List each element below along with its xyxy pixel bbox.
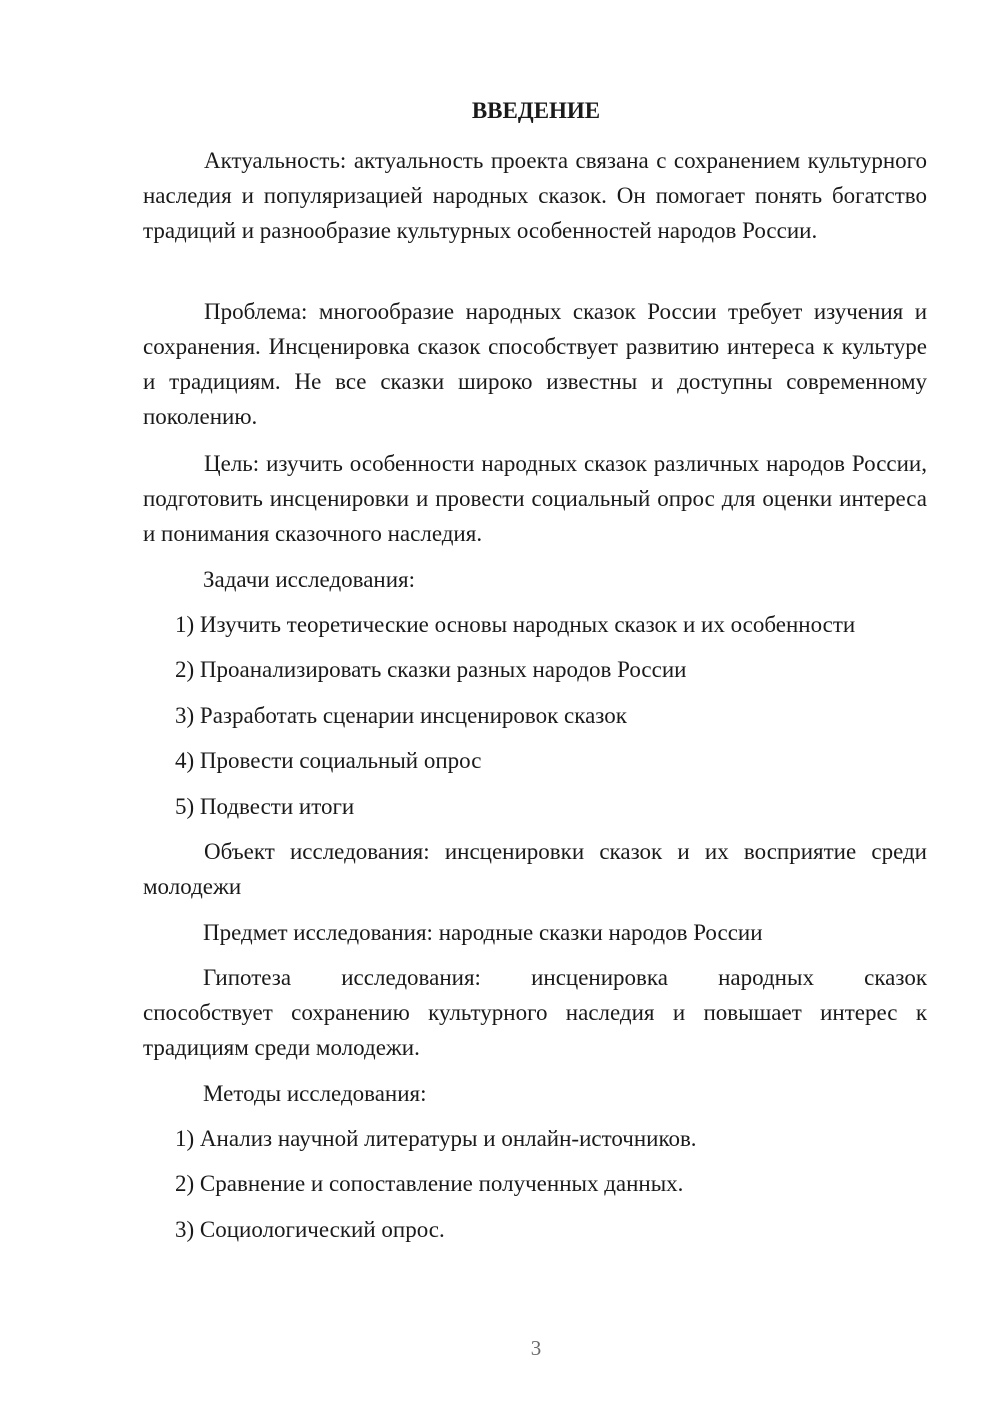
object-paragraph: Объект исследования: инсценировки сказок и их восприятие среди молодежи xyxy=(143,839,927,899)
method-item: 3) Социологический опрос. xyxy=(175,1217,445,1242)
hypothesis-word: исследования: xyxy=(341,965,481,990)
task-item: 2) Проанализировать сказки разных народов России xyxy=(175,657,687,682)
method-item: 1) Анализ научной литературы и онлайн-источников. xyxy=(175,1126,697,1151)
page-number: 3 xyxy=(530,1336,542,1360)
subject-line: Предмет исследования: народные сказки народов России xyxy=(203,920,763,945)
goal-paragraph: Цель: изучить особенности народных сказок различных народов России, подготовить инсценировки и провести социальный опрос для оценки интереса и понимания сказочного наследия. xyxy=(143,451,927,546)
page-title: ВВЕДЕНИЕ xyxy=(471,98,601,123)
problem-paragraph: Проблема: многообразие народных сказок России требует изучения и сохранения. Инсценировка сказок способствует развитию интереса к культуре и традициям. Не все сказки широко известны и доступны современному поколению. xyxy=(143,299,927,429)
method-item: 2) Сравнение и сопоставление полученных данных. xyxy=(175,1171,684,1196)
relevance-paragraph: Актуальность: актуальность проекта связана с сохранением культурного наследия и популяризацией народных сказок. Он помогает понять богатство традиций и разнообразие культурных особенностей народов России. xyxy=(143,148,927,243)
methods-heading: Методы исследования: xyxy=(203,1081,427,1106)
tasks-heading: Задачи исследования: xyxy=(203,567,416,592)
task-item: 4) Провести социальный опрос xyxy=(175,748,482,773)
hypothesis-first-line xyxy=(203,960,927,995)
task-item: 5) Подвести итоги xyxy=(175,794,355,819)
hypothesis-word: народных xyxy=(718,965,814,990)
hypothesis-word: Гипотеза xyxy=(203,965,292,990)
task-item: 1) Изучить теоретические основы народных сказок и их особенности xyxy=(175,612,856,637)
hypothesis-word: сказок xyxy=(864,965,927,990)
hypothesis-continuation: способствует сохранению культурного наследия и повышает интерес к традициям среди молодежи. xyxy=(143,1000,927,1060)
task-item: 3) Разработать сценарии инсценировок сказок xyxy=(175,703,627,728)
hypothesis-word: инсценировка xyxy=(531,965,668,990)
